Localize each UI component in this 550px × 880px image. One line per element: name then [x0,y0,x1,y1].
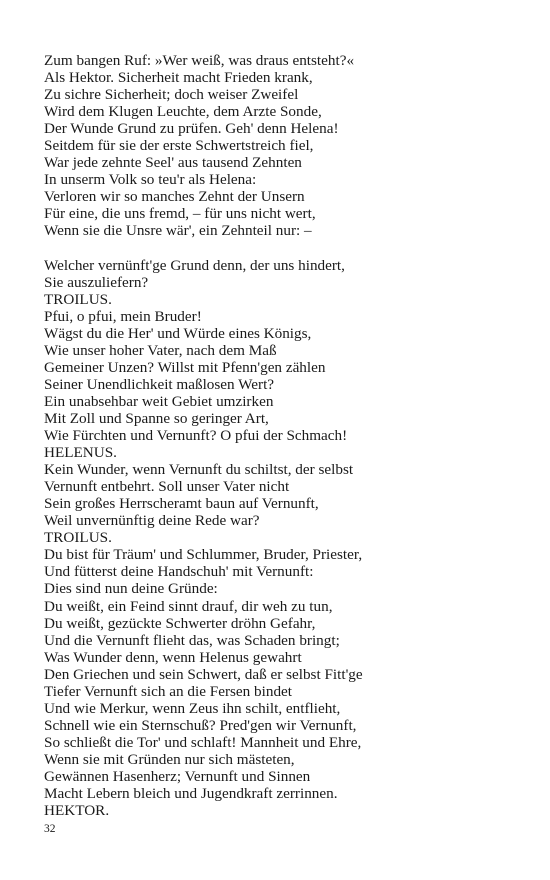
text-line: Seiner Unendlichkeit maßlosen Wert? [44,375,275,393]
text-line: Du weißt, gezückte Schwerter dröhn Gefahr, [44,614,316,632]
text-line: Sein großes Herrscheramt baun auf Vernunft, [44,495,319,513]
text-line: Der Wunde Grund zu prüfen. Geh' denn Helena! [44,120,339,138]
text-line: Sie auszuliefern? [44,273,149,291]
text-line: Den Griechen und sein Schwert, daß er selbst Fitt'ge [44,665,363,683]
text-line: Und die Vernunft flieht das, was Schaden bringt; [44,631,340,649]
text-line: Was Wunder denn, wenn Helenus gewahrt [44,648,302,666]
text-line: So schließt die Tor' und schlaft! Mannheit und Ehre, [44,733,362,751]
text-line: Wägst du die Her' und Würde eines Königs, [44,324,312,342]
text-line: TROILUS. [44,290,112,308]
text-line: Du weißt, ein Feind sinnt drauf, dir weh zu tun, [44,597,333,615]
text-line: Für eine, die uns fremd, – für uns nicht wert, [44,205,316,223]
text-line: Gemeiner Unzen? Willst mit Pfenn'gen zählen [44,358,326,376]
text-line: Welcher vernünft'ge Grund denn, der uns hindert, [44,256,345,274]
text-line: HELENUS. [44,444,117,462]
text-line: Wenn sie mit Gründen nur sich mästeten, [44,750,295,768]
text-line: Und wie Merkur, wenn Zeus ihn schilt, entflieht, [44,699,341,717]
text-line: Seitdem für sie der erste Schwertstreich fiel, [44,137,314,155]
text-line: Kein Wunder, wenn Vernunft du schiltst, der selbst [44,461,354,479]
page-number: 32 [44,823,56,835]
text-line: Zu sichre Sicherheit; doch weiser Zweifel [44,86,299,104]
text-line: Gewännen Hasenherz; Vernunft und Sinnen [44,767,311,785]
text-line: Mit Zoll und Spanne so geringer Art, [44,409,269,427]
text-line: Pfui, o pfui, mein Bruder! [44,307,202,325]
text-line: Wird dem Klugen Leuchte, dem Arzte Sonde, [44,103,322,121]
text-line: Und fütterst deine Handschuh' mit Vernunft: [44,563,314,581]
text-line: Wie unser hoher Vater, nach dem Maß [44,341,277,359]
stanza-1 [44,52,514,240]
text-line: HEKTOR. [44,802,110,820]
text-line: Ein unabsehbar weit Gebiet umzirken [44,392,274,410]
stanza-2 [44,257,514,820]
text-line: Wenn sie die Unsre wär', ein Zehnteil nur: – [44,222,312,240]
text-line: Vernunft entbehrt. Soll unser Vater nicht [44,478,290,496]
text-line: Macht Lebern bleich und Jugendkraft zerrinnen. [44,785,338,803]
text-line: Zum bangen Ruf: »Wer weiß, was draus entsteht?« [44,52,355,69]
text-line: Du bist für Träum' und Schlummer, Bruder, Priester, [44,546,363,564]
text-line: Weil unvernünftig deine Rede war? [44,512,260,530]
text-line: War jede zehnte Seel' aus tausend Zehnten [44,154,302,172]
text-line: Verloren wir so manches Zehnt der Unsern [44,188,305,206]
text-line: Als Hektor. Sicherheit macht Frieden krank, [44,69,313,87]
text-line: Dies sind nun deine Gründe: [44,580,218,598]
text-line: Tiefer Vernunft sich an die Fersen bindet [44,682,293,700]
text-line: In unserm Volk so teu'r als Helena: [44,171,257,189]
play-text [44,52,514,819]
text-line: Schnell wie ein Sternschuß? Pred'gen wir Vernunft, [44,716,357,734]
text-line: TROILUS. [44,529,112,547]
text-line: Wie Fürchten und Vernunft? O pfui der Schmach! [44,427,348,445]
stanza-gap [44,240,514,257]
